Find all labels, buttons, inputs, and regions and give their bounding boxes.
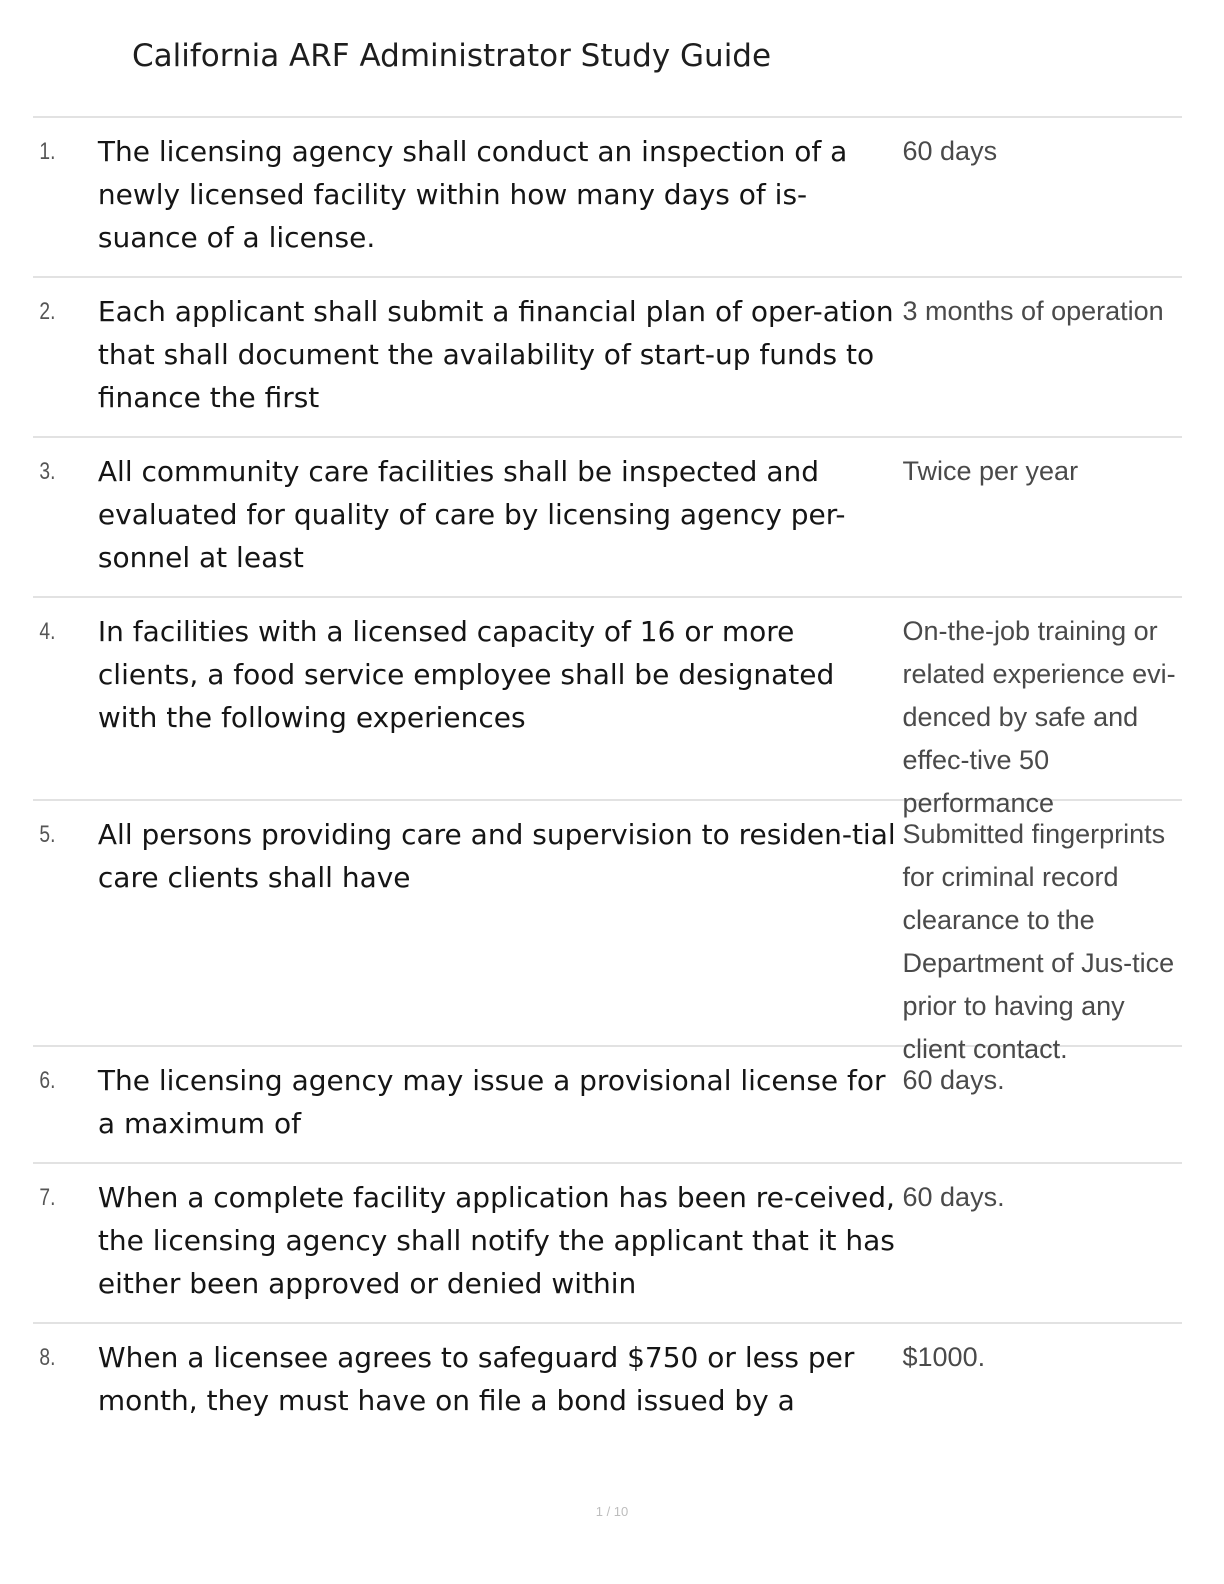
item-number: 6. — [39, 1067, 56, 1094]
list-item — [33, 1047, 1182, 1164]
study-guide-list — [33, 116, 1182, 1434]
answer-text: Twice per year — [902, 456, 1079, 486]
answer-text: 60 days — [902, 136, 998, 166]
question-text: When a licensee agrees to safeguard $750 or less per month, they must have on file a bond issued by a — [97, 1341, 855, 1417]
item-number: 1. — [39, 138, 56, 165]
list-item — [33, 278, 1182, 438]
item-number: 5. — [39, 821, 56, 848]
list-item — [33, 1164, 1182, 1324]
answer-text: Submitted fingerprints for criminal record clearance to the Department of Jus-tice prior to having any client contact. — [902, 819, 1175, 1064]
item-number: 2. — [39, 298, 56, 325]
answer-text: $1000. — [902, 1342, 986, 1372]
answer-text: 3 months of operation — [902, 296, 1164, 326]
question-text: All persons providing care and supervision to residen-tial care clients shall have — [97, 818, 896, 894]
item-number: 4. — [39, 618, 56, 645]
item-number: 7. — [39, 1184, 56, 1211]
question-text: Each applicant shall submit a financial plan of oper-ation that shall document the availability of start-up funds to finance the first — [97, 295, 894, 414]
list-item — [33, 598, 1182, 818]
item-number: 8. — [39, 1344, 56, 1371]
answer-text: 60 days. — [902, 1182, 1005, 1212]
list-item — [33, 118, 1182, 278]
question-text: The licensing agency shall conduct an inspection of a newly licensed facility within how many days of is-suance of a license. — [97, 135, 848, 254]
question-text: When a complete facility application has been re-ceived, the licensing agency shall notify the applicant that it has either been approved or denied within — [97, 1181, 895, 1300]
question-text: The licensing agency may issue a provisional license for a maximum of — [97, 1064, 886, 1140]
list-item — [33, 801, 1182, 1064]
list-item — [33, 438, 1182, 598]
question-text: In facilities with a licensed capacity of 16 or more clients, a food service employee shall be designated with the following experiences — [97, 615, 835, 734]
document-title: California ARF Administrator Study Guide — [132, 38, 772, 74]
question-text: All community care facilities shall be inspected and evaluated for quality of care by licensing agency per-sonnel at least — [97, 455, 846, 574]
answer-text: 60 days. — [902, 1065, 1005, 1095]
item-number: 3. — [39, 458, 56, 485]
answer-text: On-the-job training or related experience evi-denced by safe and effec-tive 50 performance — [902, 616, 1176, 818]
list-item — [33, 1324, 1182, 1434]
page-number: 1 / 10 — [595, 1504, 629, 1519]
